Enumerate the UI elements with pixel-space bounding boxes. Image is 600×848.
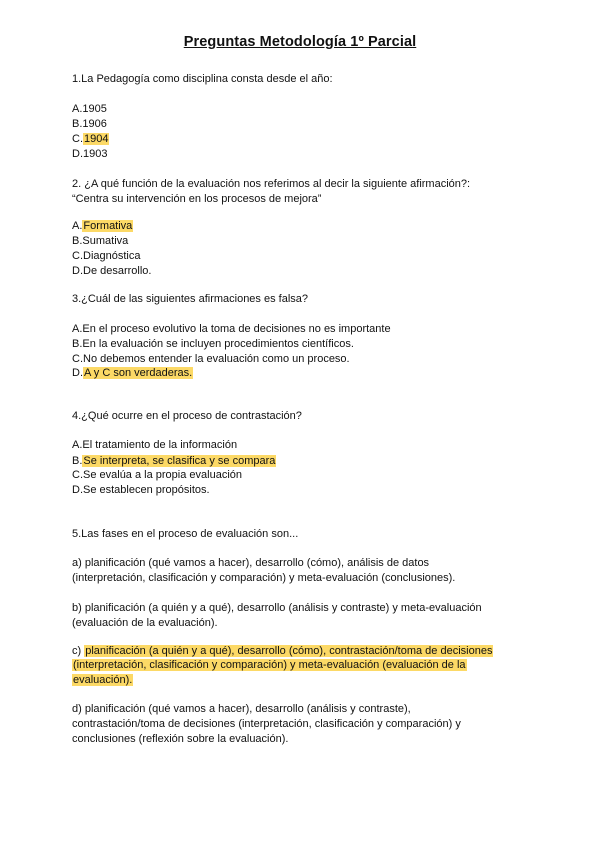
q5-option-d-line-2: contrastación/toma de decisiones (interpretación, clasificación y comparación) y — [72, 718, 461, 730]
q4-option-b: B.Se interpreta, se clasifica y se compara — [72, 455, 276, 467]
question-2-line-2: “Centra su intervención en los procesos de mejora” — [72, 193, 322, 205]
question-4: 4.¿Qué ocurre en el proceso de contrastación? — [72, 410, 302, 422]
highlighted-answer: evaluación). — [73, 674, 133, 686]
question-3: 3.¿Cuál de las siguientes afirmaciones es falsa? — [72, 293, 309, 305]
q3-option-c: C.No debemos entender la evaluación como un proceso. — [72, 353, 350, 365]
highlighted-answer: 1904 — [84, 133, 109, 145]
q5-option-c-line-3 — [72, 673, 133, 687]
q5-option-c-line-1: c) planificación (a quién y a qué), desarrollo (cómo), contrastación/toma de decisiones — [72, 645, 493, 657]
q4-option-d: D.Se establecen propósitos. — [72, 484, 210, 496]
q5-option-d-line-3: conclusiones (reflexión sobre la evaluación). — [72, 733, 289, 745]
q3-option-a: A.En el proceso evolutivo la toma de decisiones no es importante — [72, 323, 391, 335]
q1-option-c: C.1904 — [72, 133, 109, 145]
question-2-line-1: 2. ¿A qué función de la evaluación nos referimos al decir la siguiente afirmación?: — [72, 178, 471, 190]
q1-option-d: D.1903 — [72, 148, 108, 160]
q4-option-c: C.Se evalúa a la propia evaluación — [72, 469, 243, 481]
question-5: 5.Las fases en el proceso de evaluación son... — [72, 528, 299, 540]
q1-option-a: A.1905 — [72, 103, 107, 115]
q3-option-d: D.A y C son verdaderas. — [72, 367, 193, 379]
highlighted-answer: planificación (a quién y a qué), desarrollo (cómo), contrastación/toma de decisiones — [85, 645, 493, 657]
q5-option-b-line-1: b) planificación (a quién y a qué), desarrollo (análisis y contraste) y meta-evaluación — [72, 602, 482, 614]
highlighted-answer: Formativa — [83, 220, 133, 232]
q2-option-c: C.Diagnóstica — [72, 250, 141, 262]
q2-option-d: D.De desarrollo. — [72, 265, 152, 277]
page-title: Preguntas Metodología 1º Parcial — [183, 34, 417, 50]
q5-option-a-line-1: a) planificación (qué vamos a hacer), desarrollo (cómo), análisis de datos — [72, 557, 430, 569]
q5-option-b-line-2: (evaluación de la evaluación). — [72, 617, 218, 629]
highlighted-answer: Se interpreta, se clasifica y se compara — [83, 455, 276, 467]
q5-option-c-line-2 — [72, 658, 467, 672]
q2-option-a: A.Formativa — [72, 220, 133, 232]
question-1: 1.La Pedagogía como disciplina consta desde el año: — [72, 73, 333, 85]
highlighted-answer: A y C son verdaderas. — [84, 367, 193, 379]
q1-option-b: B.1906 — [72, 118, 107, 130]
q4-option-a: A.El tratamiento de la información — [72, 439, 238, 451]
q2-option-b: B.Sumativa — [72, 235, 129, 247]
q3-option-b: B.En la evaluación se incluyen procedimientos científicos. — [72, 338, 354, 350]
q5-option-d-line-1: d) planificación (qué vamos a hacer), desarrollo (análisis y contraste), — [72, 703, 411, 715]
highlighted-answer: (interpretación, clasificación y comparación) y meta-evaluación (evaluación de la — [73, 659, 466, 671]
q5-option-a-line-2: (interpretación, clasificación y comparación) y meta-evaluación (conclusiones). — [72, 572, 456, 584]
